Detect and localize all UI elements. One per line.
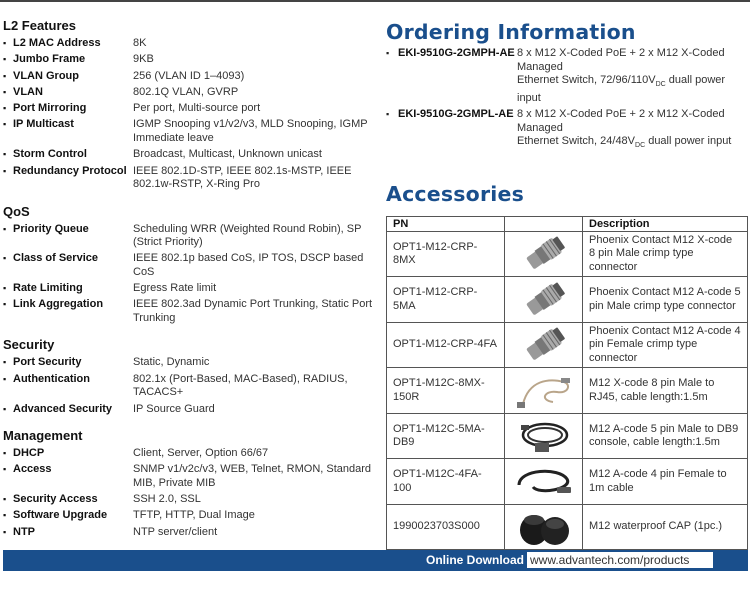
bullet-icon: ▪ [3,448,7,459]
bullet-icon: ▪ [3,70,7,81]
spec-value: 8K [133,37,147,49]
spec-key: Port Security [13,356,82,369]
spec-value: IEEE 802.3ad Dynamic Port Trunking, Static Port Trunking [133,298,373,324]
table-cell-pn: OPT1-M12C-5MA-DB9 [387,413,505,459]
section-title: QoS [3,203,30,219]
spec-value: 256 (VLAN ID 1–4093) [133,69,245,82]
spec-value: Per port, Multi-source port [133,102,261,115]
spec-row [3,148,373,162]
spec-key: VLAN [13,85,43,98]
description-header: Description [583,216,748,231]
spec-value: Broadcast, Multicast, Unknown unicast [133,148,322,161]
bullet-icon: ▪ [386,48,390,58]
spec-key: Jumbo Frame [13,53,86,66]
bullet-icon: ▪ [3,149,7,160]
table-cell-description: M12 A-code 5 pin Male to DB9 console, cable length:1.5m [583,413,748,459]
m12-connector-icon [505,231,583,277]
bullet-icon: ▪ [3,119,7,130]
table-cell-pn: 1990023703S000 [387,504,505,550]
spec-list [3,223,373,326]
spec-row [3,53,373,67]
spec-value: IGMP Snooping v1/v2/v3, MLD Snooping, IGMP Immediate leave [133,118,368,144]
spec-key: Rate Limiting [13,282,83,295]
desc-line: 8 x M12 X-Coded PoE + 2 x M12 X-Coded Managed [517,108,725,134]
bullet-icon: ▪ [3,223,7,234]
spec-row [3,463,373,490]
table-cell-pn: OPT1-M12C-4FA-100 [387,459,505,505]
waterproof-cap-icon [505,504,583,550]
db9-cable-icon [505,413,583,459]
m12-connector-icon [505,322,583,368]
bullet-icon: ▪ [386,109,390,120]
spec-value: SSH 2.0, SSL [133,493,201,506]
spec-value: SNMP v1/v2c/v3, WEB, Telnet, RMON, Standard MIB, Private MIB [133,463,372,489]
table-cell-pn: OPT1-M12-CRP-5MA [387,277,505,323]
bullet-icon: ▪ [3,526,7,537]
part-description [517,47,748,105]
table-cell-description: M12 A-code 4 pin Female to 1m cable [583,459,748,505]
desc-line: duall power input [645,135,732,148]
table-row [387,413,748,459]
bullet-icon: ▪ [3,357,7,368]
spec-key: Storm Control [13,148,87,161]
table-row [387,459,748,505]
table-row [387,231,748,277]
spec-key: Authentication [13,372,90,385]
bullet-icon: ▪ [3,373,7,384]
spec-row [3,447,373,461]
table-cell-description: M12 waterproof CAP (1pc.) [583,504,748,550]
image-header [505,216,583,231]
spec-row [3,526,373,540]
spec-row [3,223,373,250]
bullet-icon: ▪ [3,299,7,310]
spec-value: Static, Dynamic [133,356,210,369]
spec-row [3,356,373,370]
spec-value: IEEE 802.1D-STP, IEEE 802.1s-MSTP, IEEE 802.1w-RSTP, X-Ring Pro [133,164,352,191]
part-number: EKI-9510G-2GMPL-AE [398,108,514,121]
spec-row [3,118,373,145]
ordering-title: Ordering Information [386,20,636,44]
spec-key: L2 MAC Address [13,37,101,49]
bullet-icon: ▪ [3,38,7,48]
spec-row [3,165,373,192]
spec-value: 802.1x (Port-Based, MAC-Based), RADIUS, TACACS+ [133,372,348,399]
desc-line: Ethernet Switch, 24/48V [517,135,636,148]
section-title: Security [3,337,55,353]
bullet-icon: ▪ [3,403,7,414]
table-cell-description: M12 X-code 8 pin Male to RJ45, cable length:1.5m [583,368,748,414]
dc-subscript: DC [635,142,646,150]
spec-key: Advanced Security [13,402,113,415]
bullet-icon: ▪ [3,510,7,521]
spec-list [3,447,373,539]
spec-key: Class of Service [13,252,98,265]
spec-row [3,509,373,523]
online-download-label: Online Download [426,553,524,567]
bullet-icon: ▪ [3,494,7,505]
table-row [387,322,748,368]
footer-bar [3,550,748,571]
accessories-title: Accessories [386,181,525,206]
spec-key: VLAN Group [13,69,79,82]
table-row [387,504,748,550]
ordering-item [386,108,748,153]
spec-value: IP Source Guard [133,402,215,415]
spec-key: Link Aggregation [13,298,104,311]
management-section [3,428,373,539]
rj45-cable-icon [505,368,583,414]
spec-row [3,373,373,400]
m12-connector-icon [505,277,583,323]
spec-list [3,356,373,416]
bullet-icon: ▪ [3,86,7,97]
spec-row [3,86,373,100]
table-row [387,368,748,414]
spec-value: 802.1Q VLAN, GVRP [133,85,239,98]
spec-key: Security Access [13,493,98,506]
section-title: Management [3,428,83,444]
spec-key: Priority Queue [13,222,89,235]
spec-row [3,403,373,417]
spec-key: NTP [13,525,35,538]
spec-value: IEEE 802.1p based CoS, IP TOS, DSCP based CoS [133,252,364,278]
table-cell-description: Phoenix Contact M12 X-code 8 pin Male crimp type connector [583,231,748,277]
spec-key: Port Mirroring [13,102,87,115]
spec-row [3,37,373,51]
spec-column [3,18,373,551]
bullet-icon: ▪ [3,283,7,294]
table-cell-description: Phoenix Contact M12 A-code 4 pin Female crimp type connector [583,322,748,368]
table-header-row [387,216,748,231]
desc-line: duall power input [517,74,726,104]
spec-row [3,70,373,84]
spec-row [3,298,373,325]
spec-value: Client, Server, Option 66/67 [133,447,269,460]
qos-section [3,204,373,326]
spec-key: Software Upgrade [13,509,108,522]
spec-row [3,282,373,296]
part-number: EKI-9510G-2GMPH-AE [398,47,515,59]
spec-value: TFTP, HTTP, Dual Image [133,509,255,522]
spec-value: Egress Rate limit [133,282,217,295]
security-section [3,337,373,416]
bullet-icon: ▪ [3,103,7,114]
spec-row [3,493,373,507]
dc-subscript: DC [655,81,666,89]
accessories-table [386,216,748,551]
pn-header: PN [387,216,505,231]
m12-cable-icon [505,459,583,505]
section-title: L2 Features [3,18,76,33]
download-url-link[interactable]: www.advantech.com/products [527,552,713,568]
l2-features-section [3,18,373,192]
table-cell-pn: OPT1-M12-CRP-4FA [387,322,505,368]
bullet-icon: ▪ [3,464,7,475]
spec-value: NTP server/client [133,525,218,538]
spec-row [3,252,373,279]
spec-key: Redundancy Protocol [13,164,127,177]
spec-key: IP Multicast [13,118,74,131]
bullet-icon: ▪ [3,165,7,176]
table-cell-pn: OPT1-M12-CRP-8MX [387,231,505,277]
spec-value: Scheduling WRR (Weighted Round Robin), SP (Strict Priority) [133,222,362,249]
spec-key: DHCP [13,447,45,460]
spec-key: Access [13,463,52,476]
table-cell-description: Phoenix Contact M12 A-code 5 pin Male crimp type connector [583,277,748,323]
part-description [517,108,748,153]
spec-value: 9KB [133,53,154,66]
table-row [387,277,748,323]
spec-row [3,102,373,116]
desc-line: 8 x M12 X-Coded PoE + 2 x M12 X-Coded Managed [517,47,725,73]
top-rule [0,0,750,2]
bullet-icon: ▪ [3,54,7,65]
ordering-item [386,47,748,105]
ordering-list [386,47,748,153]
table-cell-pn: OPT1-M12C-8MX-150R [387,368,505,414]
ordering-column [386,20,748,550]
desc-line: Ethernet Switch, 72/96/110V [517,74,656,86]
spec-list [3,37,373,192]
bullet-icon: ▪ [3,253,7,264]
